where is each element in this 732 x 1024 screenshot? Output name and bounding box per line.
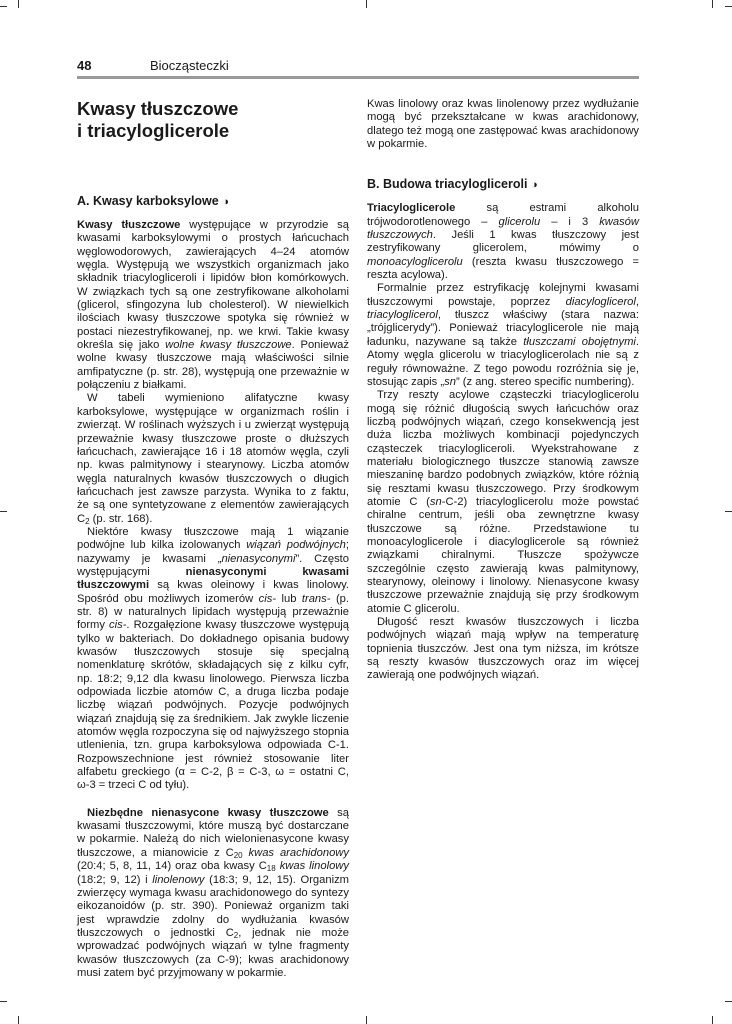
crop-mark bbox=[725, 1001, 732, 1002]
crop-mark bbox=[0, 1001, 7, 1002]
paragraph: Kwasy tłuszczowe występujące w przyrodzie są kwasami karboksylowymi o prostych łańcuchach węglowodorowych, zawierających 4–24 atomów węgla. Występują we wszystkich organizmach jako składnik triacyloglicerolі i lipidów błon komórkowych. W związkach tych są one zestryfikowane alkoholami (glicerol, sfingozyna lub cholesterol). W niewielkich ilościach kwasy tłuszczowe spotyka się również w postaci niezestryfikowanej, np. we krwi. Takie kwasy określa się jako wolne kwasy tłuszczowe. Ponieważ wolne kwasy tłuszczowe mają właściwości silnie amfipatyczne (p. str. 28), występują one przeważnie w połączeniu z białkami. bbox=[77, 219, 349, 392]
crop-mark bbox=[725, 6, 732, 7]
crop-mark bbox=[725, 511, 732, 512]
running-title: Biocząsteczki bbox=[150, 58, 229, 73]
chapter-title: Kwasy tłuszczowe i triacyloglicerole bbox=[77, 98, 239, 141]
section-a-heading: A. Kwasy karboksylowe ◑ bbox=[77, 194, 229, 208]
paragraph: Trzy reszty acylowe cząsteczki triacyloglicerolu mogą się różnić długością swych łańcuchów oraz liczbą podwójnych wiązań, czego konsekwencją jest duża liczba możliwych kombinacji pojedynczych cząsteczek triacylogliceroli. Wyekstrahowane z materiału biologicznego tłuszcze stanowią zawsze mieszaninę bardzo podobnych związków, które różnią się resztami kwasu tłuszczowego. Przy środkowym atomie C (sn-C-2) triacyloglicerolu może powstać chiralne centrum, jeśli oba zewnętrzne kwasy tłuszczowe są różne. Przedstawione tu monoacyloglicerole i diacyloglicerole są również związkami chiralnymi. Tłuszcze spożywcze szczególnie często zawierają kwas palmitynowy, stearynowy, oleinowy i linolowy. Nienasycone kwasy tłuszczowe przeważnie znajdują się przy środkowym atomie C glicerolu. bbox=[367, 389, 639, 615]
half-circle-icon: ◑ bbox=[530, 179, 538, 192]
paragraph: Niezbędne nienasycone kwasy tłuszczowe są kwasami tłuszczowymi, które muszą być dostarczane w pokarmie. Należą do nich wielonienasycone kwasy tłuszczowe, a mianowicie z $C_{20}$ kwas arachidonowy (20:4; 5, 8, 11, 14) oraz oba kwasy $C_{18}$ kwas linolowy (18:2; 9, 12) i linolenowy (18:3; 9, 12, 15). Organizm zwierzęcy wymaga kwasu arachidonowego do syntezy eikozanoidów (p. str. 390). Ponieważ organizm taki jest wprawdzie zdolny do wydłużania kwasów tłuszczowych o jednostki $C_2$, jednak nie może wprowadzać podwójnych wiązań w tylne fragmenty kwasów tłuszczowych (za C-9); kwas arachidonowy musi zatem być przyjmowany w pokarmie. bbox=[77, 806, 350, 979]
crop-mark bbox=[18, 0, 19, 8]
paragraph: W tabeli wymieniono alifatyczne kwasy karboksylowe, występujące w organizmach roślin i zwierząt. W roślinach wyższych i u zwierząt występują przeważnie kwasy tłuszczowe proste o dłuższych łańcuchach, zawierające 16 i 18 atomów węgla, czyli np. kwas palmitynowy i stearynowy. Liczba atomów węgla naturalnych kwasów tłuszczowych o długich łańcuchach jest zawsze parzysta. Wynika to z faktu, że są one syntetyzowane z elementów zawierających $C_2$ (p. str. 168). bbox=[77, 392, 349, 526]
crop-mark bbox=[712, 1016, 713, 1024]
right-column bbox=[367, 98, 639, 683]
left-column bbox=[77, 98, 349, 980]
crop-mark bbox=[366, 1016, 367, 1024]
paragraph: Kwas linolowy oraz kwas linolenowy przez wydłużanie mogą być przekształcane w kwas arachidonowy, dlatego też mogą one zastępować kwas arachidonowy w pokarmie. bbox=[367, 98, 639, 151]
spacer bbox=[77, 793, 349, 807]
crop-mark bbox=[18, 1016, 19, 1024]
crop-mark bbox=[366, 0, 367, 8]
paragraph: Niektóre kwasy tłuszczowe mają 1 wiązanie podwójne lub kilka izolowanych wiązań podwójnych; nazywamy je kwasami „nienasyconymi”. Często występującymi nienasyconymi kwasami tłuszczowymi są kwas oleinowy i kwas linolowy. Spośród obu możliwych izomerów cis- lub trans- (p. str. 8) w naturalnych lipidach występują przeważnie formy cis-. Rozgałęzione kwasy tłuszczowe występują tylko w bakteriach. Do dokładnego opisania budowy kwasów tłuszczowych stosuje się specjalną nomenklaturę skrótów, składających się z kilku cyfr, np. 18:2; 9,12 dla kwasu linolowego. Pierwsza liczba odpowiada liczbie atomów C, a druga liczba podaje liczbę wiązań podwójnych. Pozycje podwójnych wiązań znajdują się za średnikiem. Jak zwykle liczenie atomów węgla rozpoczyna się od najwyższego stopnia utlenienia, tzn. grupa karboksylowa odpowiada C-1. Rozpowszechnione jest również stosowanie liter alfabetu greckiego (α = C-2, β = C-3, ω = ostatni C, ω-3 = trzeci C od tyłu). bbox=[77, 525, 349, 792]
spacer bbox=[367, 151, 639, 169]
crop-mark bbox=[0, 511, 7, 512]
paragraph: Triacyloglicerole są estrami alkoholu trójwodorotlenowego – glicerolu – i 3 kwasów tłuszczowych. Jeśli 1 kwas tłuszczowy jest zestryfikowany glicerolem, mówimy o monoacyloglicerolu (reszta kwasu tłuszczowego = reszta acylowa). bbox=[367, 202, 639, 282]
crop-mark bbox=[0, 6, 7, 7]
header-rule bbox=[77, 76, 639, 79]
paragraph: Formalnie przez estryfikację kolejnymi kwasami tłuszczowymi powstaje, poprzez diacyloglicerol, triacyloglicerol, tłuszcz właściwy (stara nazwa: „trójglicerydy”). Ponieważ triacyloglicerole nie mają ładunku, nazywane są także tłuszczami obojętnymi. Atomy węgla glicerolu w triacyloglicerolach nie są z reguły równoważne. Z tego powodu rozróżnia się je, stosując zapis „sn” (z ang. stereo specific numbering). bbox=[367, 282, 639, 388]
paragraph: Długość reszt kwasów tłuszczowych i liczba podwójnych wiązań mają wpływ na temperaturę topnienia tłuszczów. Jest ona tym niższa, im krótsze są reszty kwasów tłuszczowych oraz im więcej zawierają one podwójnych wiązań. bbox=[367, 616, 639, 682]
half-circle-icon: ◑ bbox=[222, 196, 229, 208]
page-number: 48 bbox=[77, 58, 92, 73]
section-b-heading: B. Budowa triacylogliceroli ◑ bbox=[367, 177, 538, 192]
crop-mark bbox=[712, 0, 713, 8]
